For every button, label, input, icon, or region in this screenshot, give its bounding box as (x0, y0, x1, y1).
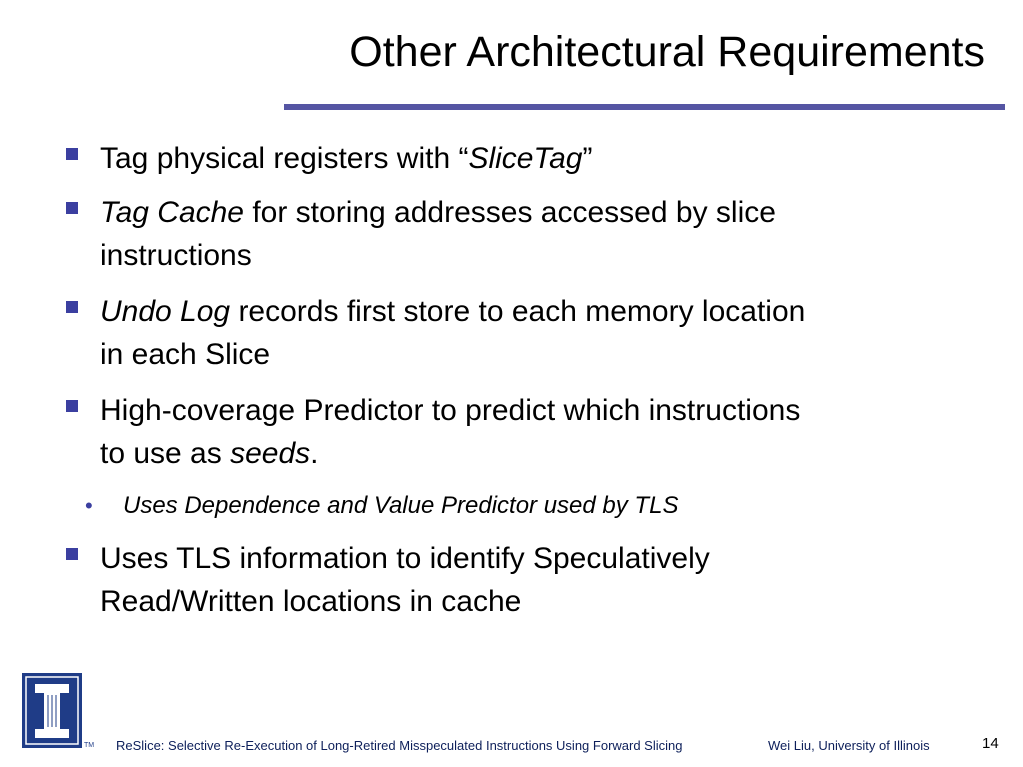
page-number: 14 (982, 735, 999, 752)
sub-bullet-item (85, 491, 679, 521)
bullet-item (100, 389, 960, 475)
bullet-text-continued: to use as (100, 437, 231, 470)
bullet-text: Uses TLS information to identify Speculatively (100, 542, 710, 575)
round-bullet-icon: • (85, 493, 93, 518)
bullet-text-continued: Read/Written locations in cache (100, 585, 522, 618)
bullet-text-continued: in each Slice (100, 338, 271, 371)
bullet-emphasis: Undo Log (100, 295, 231, 328)
bullet-item (100, 191, 960, 277)
bullet-text: records first store to each memory location (230, 295, 806, 328)
bullet-text-continued: instructions (100, 239, 252, 272)
square-bullet-icon (66, 301, 78, 313)
square-bullet-icon (66, 400, 78, 412)
trademark-label: TM (84, 742, 95, 749)
bullet-item (100, 290, 960, 376)
bullet-item (100, 137, 960, 180)
square-bullet-icon (66, 202, 78, 214)
bullet-text: for storing addresses accessed by slice (244, 196, 776, 229)
bullet-emphasis: SliceTag (468, 142, 583, 175)
bullet-text: High-coverage Predictor to predict which instructions (100, 394, 801, 427)
bullet-text: Tag physical registers with “ (100, 142, 469, 175)
bullet-emphasis: seeds (230, 437, 311, 470)
bullet-text-end: . (310, 437, 319, 470)
bullet-text-end: ” (582, 142, 593, 175)
footer-author: Wei Liu, University of Illinois (768, 738, 930, 753)
sub-bullet-text: Uses Dependence and Value Predictor used by TLS (123, 492, 679, 519)
bullet-item (100, 537, 960, 623)
slide-title: Other Architectural Requirements (349, 28, 985, 76)
university-logo-icon (22, 673, 82, 748)
footer-title: ReSlice: Selective Re-Execution of Long-Retired Misspeculated Instructions Using Forward Slicing (116, 738, 683, 753)
bullet-emphasis: Tag Cache (100, 196, 244, 229)
square-bullet-icon (66, 548, 78, 560)
square-bullet-icon (66, 148, 78, 160)
